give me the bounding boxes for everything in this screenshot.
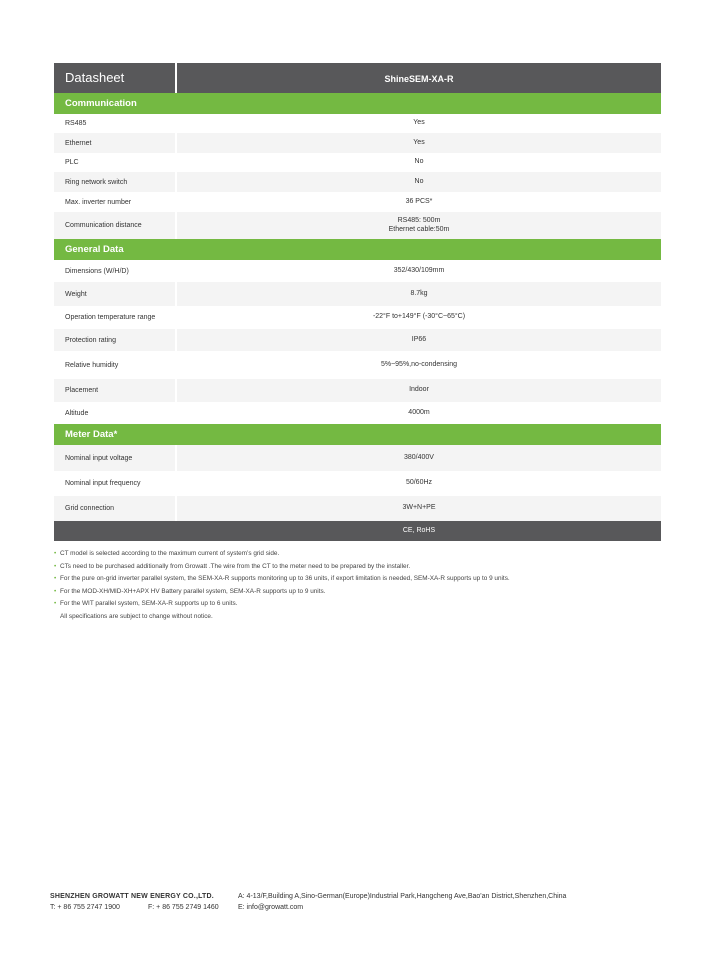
table-row [54, 282, 661, 306]
row-value: 352/430/109mm [393, 266, 445, 274]
row-label: Relative humidity [54, 351, 177, 379]
table-row [54, 192, 661, 212]
row-value: Yes [413, 119, 425, 127]
company-name: SHENZHEN GROWATT NEW ENERGY CO.,LTD. [50, 893, 214, 900]
row-value: 8.7kg [410, 289, 428, 297]
datasheet-table [54, 63, 661, 541]
footnote [54, 561, 664, 574]
row-label: PLC [54, 153, 177, 172]
phone-number: T: + 86 755 2747 1900 [50, 904, 120, 911]
table-header [54, 63, 661, 93]
row-label: Weight [54, 282, 177, 306]
table-row [54, 351, 661, 379]
row-value: 380/400V [404, 453, 434, 461]
row-value-line: Ethernet cable:50m [388, 225, 450, 233]
footnote-text: For the WIT parallel system, SEM-XA-R supports up to 6 units. [60, 600, 238, 608]
row-label: Altitude [54, 402, 177, 424]
footnote [54, 598, 664, 611]
table-row [54, 445, 661, 471]
row-value: 50/60Hz [405, 479, 433, 487]
row-label: Placement [54, 379, 177, 402]
table-row [54, 260, 661, 282]
section-general-data: General Data [54, 239, 661, 260]
section-meter-data: Meter Data* [54, 424, 661, 445]
table-row [54, 153, 661, 172]
row-value: 36 PCS* [405, 197, 433, 205]
row-value: Yes [413, 138, 425, 146]
row-label: Ring network switch [54, 172, 177, 192]
bullet-icon: • [54, 575, 57, 583]
row-label: Protection rating [54, 329, 177, 351]
row-label: Operation temperature range [54, 306, 177, 329]
table-row [54, 306, 661, 329]
disclaimer [54, 611, 664, 624]
row-label: RS485 [54, 114, 177, 133]
row-value: No [414, 177, 424, 185]
section-communication: Communication [54, 93, 661, 114]
footnotes [54, 548, 664, 624]
row-value: 4000m [408, 408, 430, 416]
row-label: Ethernet [54, 133, 177, 153]
row-label: Nominal input voltage [54, 445, 177, 471]
table-row [54, 496, 661, 521]
footnote-text: For the pure on-grid inverter parallel system, the SEM-XA-R supports monitoring up to 36 units, if export limitation is needed, SEM-XA-R supports up to 9 units. [60, 575, 510, 583]
table-row [54, 379, 661, 402]
fax-number: F: + 86 755 2749 1460 [148, 904, 219, 911]
row-value: No [414, 158, 424, 166]
footnote [54, 573, 664, 586]
bullet-icon: • [54, 550, 57, 557]
row-label: Dimensions (W/H/D) [54, 260, 177, 282]
table-row [54, 329, 661, 351]
footnote [54, 548, 664, 561]
row-value-line: RS485: 500m [397, 217, 441, 224]
row-value [177, 217, 661, 234]
datasheet-title: Datasheet [54, 63, 177, 93]
row-label: Communication distance [54, 212, 177, 239]
bullet-icon: • [54, 562, 57, 570]
row-value: -22°F to+149°F (-30°C~65°C) [372, 313, 466, 321]
table-row [54, 471, 661, 496]
footnote-text: For the MOD-XH/MID-XH+APX HV Battery parallel system, SEM-XA-R supports up to 9 units. [60, 587, 326, 595]
row-value: 3W+N+PE [402, 504, 436, 512]
footnote [54, 586, 664, 599]
disclaimer-text: All specifications are subject to change without notice. [60, 612, 213, 620]
model-name: ShineSEM-XA-R [384, 74, 454, 84]
row-value: Indoor [409, 386, 429, 394]
row-value: IP66 [411, 335, 427, 343]
footnote-text: CT model is selected according to the maximum current of system’s grid side. [60, 550, 280, 557]
company-email: E: info@growatt.com [238, 904, 304, 911]
bullet-icon: • [54, 587, 57, 595]
bullet-icon: • [54, 600, 57, 608]
table-row [54, 212, 661, 239]
table-row [54, 133, 661, 153]
certification-bar: CE, RoHS [54, 521, 661, 541]
footnote-text: CTs need to be purchased additionally from Growatt .The wire from the CT to the meter need to be prepared by the installer. [60, 562, 411, 570]
row-label: Grid connection [54, 496, 177, 521]
company-address: A: 4-13/F,Building A,Sino-German(Europe)Industrial Park,Hangcheng Ave,Bao'an District,Shenzhen,China [238, 893, 567, 900]
row-label: Nominal input frequency [54, 471, 177, 496]
table-row [54, 402, 661, 424]
row-label: Max. inverter number [54, 192, 177, 212]
table-row [54, 114, 661, 133]
table-row [54, 172, 661, 192]
row-value: 5%~95%,no-condensing [380, 360, 458, 368]
